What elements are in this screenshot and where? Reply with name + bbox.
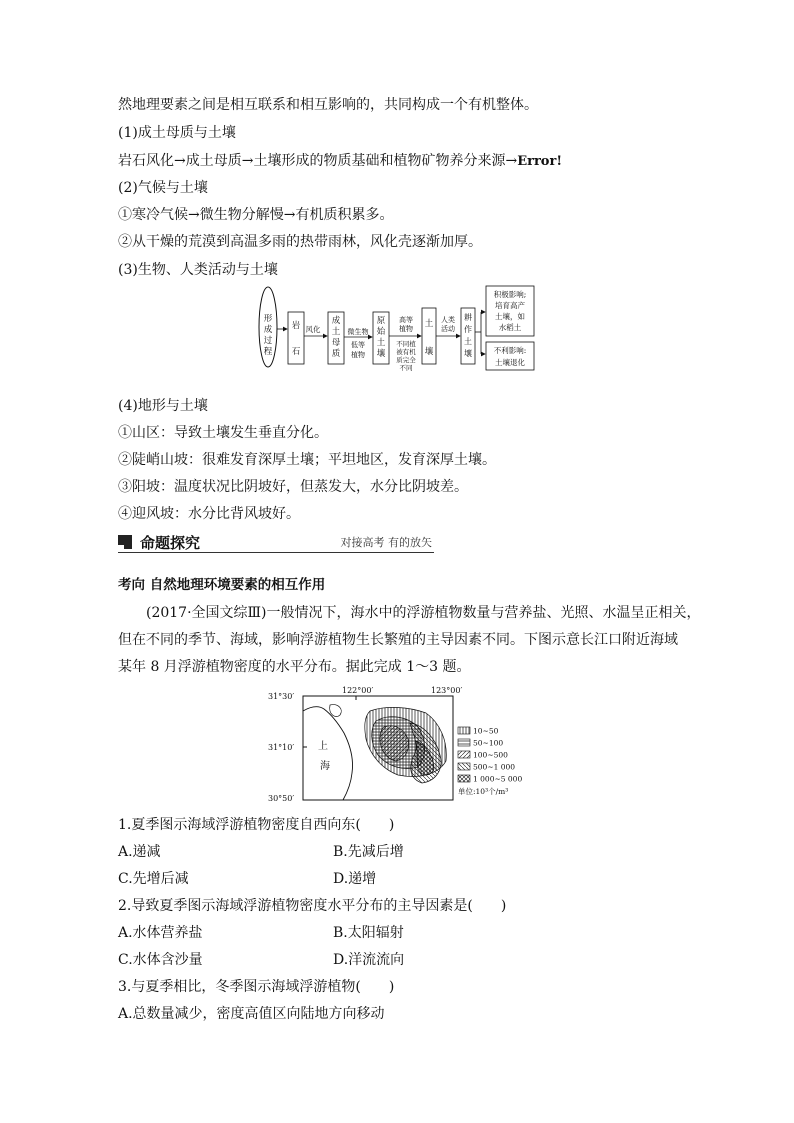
land-outline [303, 707, 353, 800]
city-label-1: 上 [318, 741, 328, 752]
lat-label-3050: 30°50′ [268, 794, 295, 803]
oval-text-3: 过 [263, 336, 273, 346]
higher-label-1: 高等 [399, 316, 413, 324]
microbe-label-2: 低等 [351, 341, 365, 349]
question-stem: 2.导致夏季图示海域浮游植物密度水平分布的主导因素是( ) [118, 898, 507, 914]
higher-label-2: 植物 [399, 325, 413, 333]
text-line: ②陡峭山坡：很难发育深厚土壤；平坦地区，发育深厚土壤。 [118, 452, 496, 468]
human-label-1: 人类 [441, 316, 455, 324]
legend-swatch-2 [458, 739, 470, 746]
section-title: 命题探究 [140, 534, 201, 552]
human-label-2: 活动 [441, 325, 455, 333]
primitive-text-2: 始 [376, 327, 386, 337]
text-line: ③阳坡：温度状况比阴坡好，但蒸发大，水分比阴坡差。 [118, 479, 468, 495]
option-d[interactable]: D.递增 [333, 871, 377, 887]
positive-text-2: 培育高产 [495, 301, 525, 310]
higher-note-1: 不同植 [396, 340, 416, 348]
legend-swatch-5 [458, 775, 470, 782]
legend-swatch-4 [458, 763, 470, 770]
error-text: Error! [517, 154, 563, 169]
city-label-2: 海 [320, 761, 330, 772]
rock-text-2: 石 [291, 347, 301, 357]
positive-text-1: 积极影响; [493, 290, 527, 299]
question-intro: (2017·全国文综Ⅲ)一般情况下，海水中的浮游植物数量与营养盐、光照、水温呈正相关， [146, 605, 701, 621]
parent-text-2: 土 [331, 327, 341, 337]
soil-text-2: 壤 [424, 347, 434, 357]
question-direction: 考向 自然地理环境要素的相互作用 [118, 577, 326, 593]
text-line [118, 151, 562, 172]
higher-note-2: 被有机 [396, 348, 416, 356]
plankton-density-map [258, 683, 558, 808]
chain-text: 岩石风化→成土母质→土壤形成的物质基础和植物矿物养分来源→ [118, 153, 518, 169]
positive-text-3: 土壤，如 [495, 312, 525, 321]
text-line: 然地理要素之间是相互联系和相互影响的，共同构成一个有机整体。 [118, 97, 538, 113]
question-stem: 3.与夏季相比，冬季图示海域浮游植物( ) [118, 979, 395, 995]
microbe-label-3: 植物 [351, 351, 365, 359]
legend-label-3: 100~500 [473, 750, 508, 760]
option-c[interactable]: C.水体含沙量 [118, 952, 203, 968]
oval-text-4: 程 [263, 347, 273, 357]
negative-text-2: 土壤退化 [495, 358, 525, 367]
option-c[interactable]: C.先增后减 [118, 871, 189, 887]
oval-text-1: 形 [263, 314, 273, 324]
text-line: ④迎风坡：水分比背风坡好。 [118, 506, 300, 522]
question-intro: 某年 8 月浮游植物密度的水平分布。据此完成 1～3 题。 [118, 659, 471, 675]
cultivated-text-4: 壤 [464, 349, 472, 358]
primitive-text-3: 土 [376, 338, 386, 348]
section-subtitle: 对接高考 有的放矢 [340, 536, 432, 549]
text-line: ①山区：导致土壤发生垂直分化。 [118, 425, 328, 441]
negative-text-1: 不利影响: [493, 346, 527, 355]
legend-label-1: 10~50 [473, 726, 499, 736]
soil-formation-diagram [255, 284, 540, 374]
legend-unit: 单位:10³个/m³ [458, 787, 509, 796]
cultivated-text-3: 土 [464, 337, 472, 346]
rock-text-1: 岩 [291, 321, 301, 331]
section-rule [118, 552, 434, 553]
legend-swatch-1 [458, 727, 470, 734]
lon-label-123: 123°00′ [431, 686, 463, 695]
heading-climate: (2)气候与土壤 [118, 180, 208, 196]
cultivated-text-1: 耕 [464, 313, 472, 322]
lat-label-3130: 31°30′ [268, 692, 295, 701]
heading-landform: (4)地形与土壤 [118, 398, 208, 414]
oval-text-2: 成 [263, 325, 273, 335]
microbe-label-1: 微生物 [347, 328, 369, 336]
higher-note-3: 质完全 [396, 356, 416, 364]
primitive-text-1: 原 [376, 316, 386, 326]
legend-label-4: 500~1 000 [473, 762, 516, 772]
heading-parent-material: (1)成土母质与土壤 [118, 125, 236, 141]
lat-label-3110: 31°10′ [268, 743, 295, 752]
option-a[interactable]: A.水体营养盐 [118, 925, 203, 941]
weathering-label: 风化 [305, 325, 321, 334]
positive-text-4: 水稻土 [498, 323, 522, 332]
legend-swatch-3 [458, 751, 470, 758]
legend-label-5: 1 000~5 000 [473, 774, 523, 784]
lon-label-122: 122°00′ [342, 686, 374, 695]
heading-biology: (3)生物、人类活动与土壤 [118, 262, 278, 278]
parent-text-3: 母 [331, 338, 341, 348]
question-stem: 1.夏季图示海域浮游植物密度自西向东( ) [118, 817, 395, 833]
option-b[interactable]: B.太阳辐射 [333, 925, 404, 941]
text-line: ①寒冷气候→微生物分解慢→有机质积累多。 [118, 207, 394, 223]
section-header [118, 533, 434, 553]
option-d[interactable]: D.洋流流向 [333, 952, 405, 968]
option-b[interactable]: B.先减后增 [333, 844, 404, 860]
text-line: ②从干燥的荒漠到高温多雨的热带雨林，风化壳逐渐加厚。 [118, 234, 482, 250]
cultivated-text-2: 作 [464, 325, 472, 334]
primitive-text-4: 壤 [376, 349, 386, 359]
higher-note-4: 不同 [399, 364, 413, 372]
soil-text-1: 土 [424, 319, 434, 329]
island-outline [330, 705, 342, 717]
parent-text-1: 成 [331, 316, 341, 326]
parent-text-4: 质 [331, 349, 341, 359]
option-a[interactable]: A.递减 [118, 844, 161, 860]
option-a[interactable]: A.总数量减少，密度高值区向陆地方向移动 [118, 1006, 385, 1022]
question-intro: 但在不同的季节、海域，影响浮游植物生长繁殖的主导因素不同。下图示意长江口附近海域 [118, 632, 678, 648]
legend-label-2: 50~100 [473, 738, 504, 748]
